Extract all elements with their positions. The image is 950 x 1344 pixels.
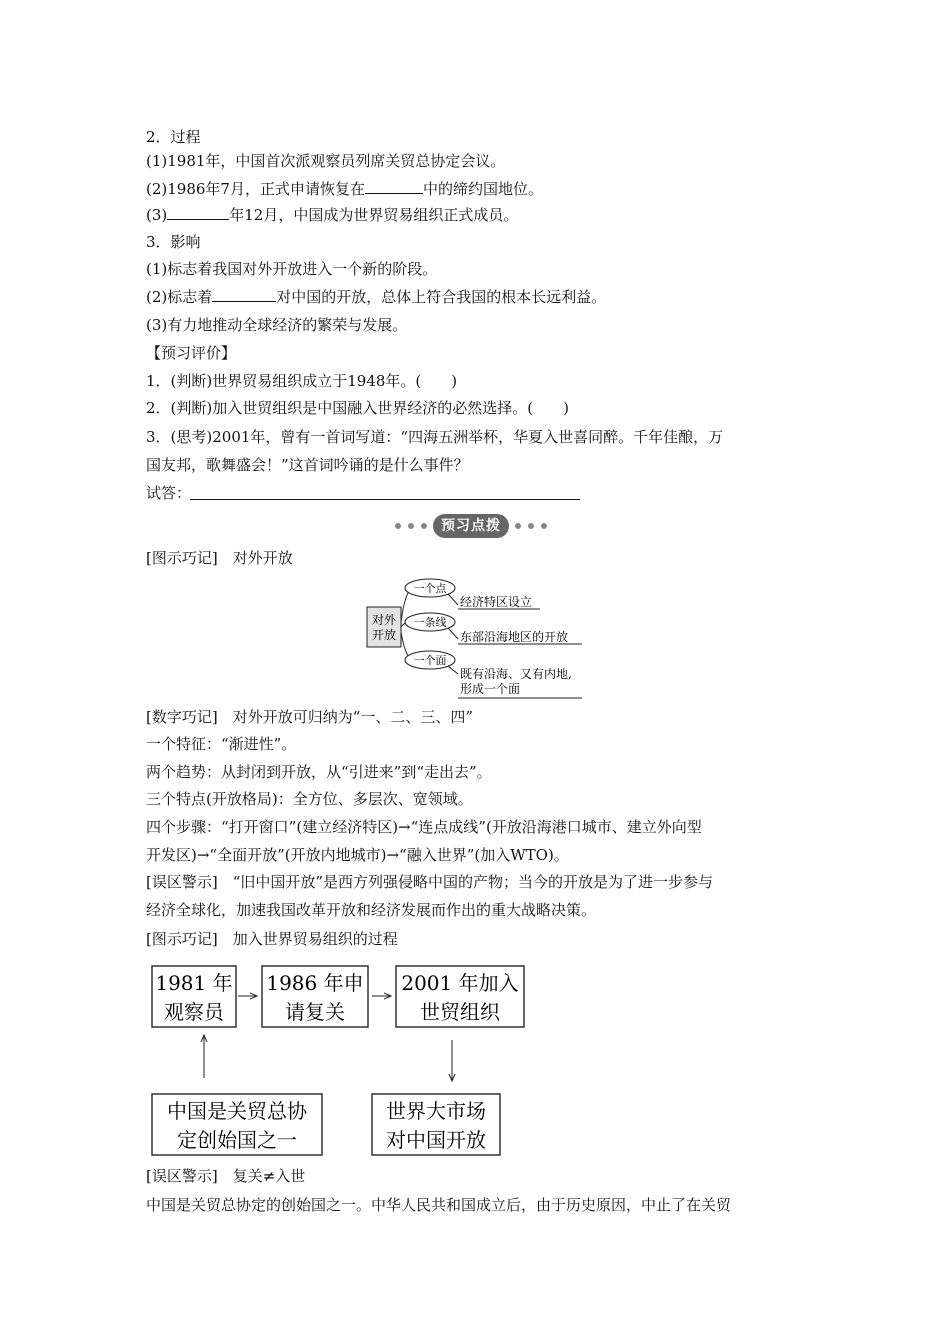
flow-box-text: 2001 年加入 xyxy=(401,971,519,995)
flow-box-text: 1986 年申 xyxy=(266,971,364,995)
flow-box-text: 1981 年 xyxy=(155,971,233,995)
mindmap-node-label: 一个面 xyxy=(413,654,447,667)
banner-dot-icon xyxy=(395,523,401,529)
banner-dot-icon xyxy=(515,523,521,529)
text-segment: [误区警示] “旧中国开放”是西方列强侵略中国的产物；当今的开放是为了进一步参与 xyxy=(146,873,714,891)
text-line xyxy=(146,177,543,201)
mindmap-node-label: 一个点 xyxy=(413,582,447,595)
text-line xyxy=(146,369,457,393)
text-line xyxy=(146,870,713,894)
text-segment: 3．影响 xyxy=(146,233,201,251)
text-line xyxy=(146,705,473,729)
text-line xyxy=(146,787,473,811)
text-segment: (3) xyxy=(146,206,168,224)
text-segment: [数字巧记] 对外开放可归纳为“一、二、三、四” xyxy=(146,708,474,726)
opening-up-mindmap xyxy=(360,572,600,704)
text-segment: 经济全球化，加速我国改革开放和经济发展而作出的重大战略决策。 xyxy=(146,901,597,919)
text-segment: 年12月，中国成为世界贸易组织正式成员。 xyxy=(229,206,519,224)
text-segment: 两个趋势：从封闭到开放，从“引进来”到“走出去”。 xyxy=(146,763,492,781)
flow-box-text: 请复关 xyxy=(285,1000,345,1024)
text-segment: 1．(判断)世界贸易组织成立于1948年。( ) xyxy=(146,372,458,390)
text-line xyxy=(146,149,505,173)
text-line xyxy=(146,546,293,570)
mindmap-branch-text: 东部沿海地区的开放 xyxy=(460,630,569,644)
text-line xyxy=(146,898,596,922)
text-segment: 2．过程 xyxy=(146,128,201,146)
text-line xyxy=(146,285,606,309)
flow-box-text: 对中国开放 xyxy=(386,1128,486,1152)
answer-line xyxy=(190,499,580,500)
mindmap-root-line: 开放 xyxy=(371,628,397,642)
flow-box-text: 定创始国之一 xyxy=(177,1128,297,1152)
text-line xyxy=(146,341,236,365)
text-line xyxy=(146,125,201,149)
mindmap-branch-text: 经济特区设立 xyxy=(460,595,533,609)
text-segment: 中的缔约国地位。 xyxy=(422,180,543,198)
text-segment: 对中国的开放，总体上符合我国的根本长远利益。 xyxy=(276,288,607,306)
fill-in-blank xyxy=(365,177,423,194)
text-line xyxy=(146,1193,731,1217)
text-line xyxy=(146,1164,305,1188)
text-segment: 试答： xyxy=(146,484,192,502)
text-line xyxy=(146,396,569,420)
text-line xyxy=(146,815,702,839)
section-banner xyxy=(386,514,556,538)
text-segment: [图示巧记] 加入世界贸易组织的过程 xyxy=(146,930,398,948)
text-segment: 三个特点(开放格局)：全方位、多层次、宽领域。 xyxy=(146,790,473,808)
mindmap-root-line: 对外 xyxy=(371,613,397,627)
text-segment: 国友邦，歌舞盛会！”这首词吟诵的是什么事件？ xyxy=(146,456,469,474)
mindmap-branch-text: 既有沿海、又有内地, xyxy=(460,667,572,681)
text-segment: (1)1981年，中国首次派观察员列席关贸总协定会议。 xyxy=(146,152,506,170)
text-line xyxy=(146,843,569,867)
text-segment: (1)标志着我国对外开放进入一个新的阶段。 xyxy=(146,260,438,278)
mindmap-node-label: 一条线 xyxy=(413,616,447,629)
text-line xyxy=(146,927,398,951)
text-line xyxy=(146,760,492,784)
fill-in-blank xyxy=(212,285,276,302)
text-line xyxy=(146,425,723,449)
mindmap-branch-text: 形成一个面 xyxy=(460,682,521,696)
banner-dot-icon xyxy=(528,523,534,529)
text-line xyxy=(146,230,201,254)
banner-dot-icon xyxy=(408,523,414,529)
text-line xyxy=(146,732,296,756)
text-segment: 一个特征：“渐进性”。 xyxy=(146,735,297,753)
text-segment: (2)1986年7月，正式申请恢复在 xyxy=(146,180,365,198)
fill-in-blank xyxy=(167,203,229,220)
text-segment: 2．(判断)加入世贸组织是中国融入世界经济的必然选择。( ) xyxy=(146,399,569,417)
text-line xyxy=(146,203,518,227)
text-segment: 开发区)→“全面开放”(开放内地城市)→“融入世界”(加入WTO)。 xyxy=(146,846,569,864)
banner-dot-icon xyxy=(421,523,427,529)
flow-box-text: 世贸组织 xyxy=(420,1000,500,1024)
text-segment: (2)标志着 xyxy=(146,288,213,306)
text-segment: 中国是关贸总协定的创始国之一。中华人民共和国成立后，由于历史原因，中止了在关贸 xyxy=(146,1196,732,1214)
text-segment: 【预习评价】 xyxy=(146,344,237,362)
flow-box-text: 世界大市场 xyxy=(386,1099,486,1123)
text-line xyxy=(146,481,191,505)
text-segment: 四个步骤：“打开窗口”(建立经济特区)→“连点成线”(开放沿海港口城市、建立外向型 xyxy=(146,818,702,836)
banner-dot-icon xyxy=(541,523,547,529)
text-line xyxy=(146,453,469,477)
text-segment: 3．(思考)2001年，曾有一首词写道：“四海五洲举杯，华夏入世喜同醉。千年佳酿，万 xyxy=(146,428,724,446)
text-segment: [图示巧记] 对外开放 xyxy=(146,549,293,567)
flow-box-text: 中国是关贸总协 xyxy=(167,1099,307,1123)
text-line xyxy=(146,313,407,337)
text-segment: [误区警示] 复关≠入世 xyxy=(146,1167,306,1185)
text-segment: (3)有力地推动全球经济的繁荣与发展。 xyxy=(146,316,408,334)
wto-process-diagram xyxy=(146,960,536,1160)
flow-box-text: 观察员 xyxy=(164,1000,224,1024)
text-line xyxy=(146,257,437,281)
banner-label: 预习点拨 xyxy=(433,514,509,538)
